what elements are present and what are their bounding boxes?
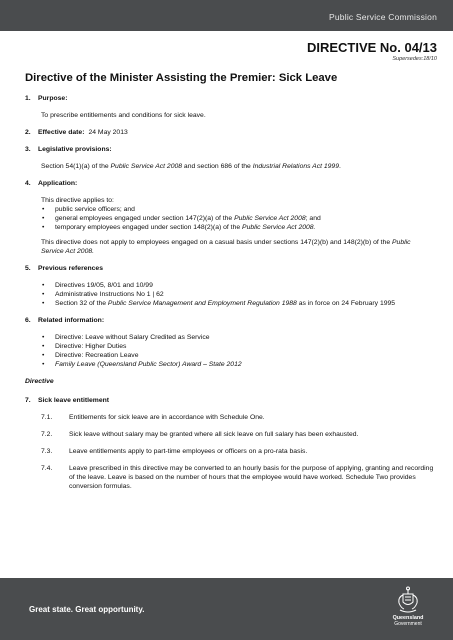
clause: 7.3. Leave entitlements apply to part-time employees or officers on a pro-rata basis. — [41, 448, 308, 455]
clause: 7.1. Entitlements for sick leave are in accordance with Schedule One. — [41, 414, 265, 421]
supersedes-note: Supersedes:18/10 — [392, 56, 437, 62]
logo-sub: Government — [394, 621, 422, 627]
list-item: • Directive: Recreation Leave — [41, 351, 435, 360]
footer-bar — [0, 578, 453, 640]
directive-label: Directive — [25, 378, 54, 385]
queensland-government-logo — [385, 585, 431, 635]
list-item: • Family Leave (Queensland Public Sector) Award – State 2012 — [41, 360, 435, 369]
legislative-text: Section 54(1)(a) of the Public Service Act 2008 and section 686 of the Industrial Relations Act 1999. — [41, 163, 341, 170]
previous-references-list — [41, 281, 435, 308]
section-related-information — [25, 316, 435, 369]
list-item: • Directives 19/05, 8/01 and 10/99 — [41, 281, 435, 290]
list-item: • public service officers; and — [41, 205, 435, 214]
section-heading: 5. Previous references — [25, 265, 103, 272]
queensland-crest-icon — [395, 585, 421, 615]
section-heading: 7. Sick leave entitlement — [25, 397, 110, 404]
section-heading: 4. Application: — [25, 180, 78, 187]
directive-number: DIRECTIVE No. 04/13 — [306, 40, 437, 55]
list-item: • Directive: Leave without Salary Credited as Service — [41, 333, 435, 342]
list-item: • Directive: Higher Duties — [41, 342, 435, 351]
page-title: Directive of the Minister Assisting the Premier: Sick Leave — [25, 72, 338, 84]
logo-name: Queensland — [392, 615, 424, 621]
section-heading: 6. Related information: — [25, 317, 105, 324]
purpose-text: To prescribe entitlements and conditions for sick leave. — [41, 112, 206, 119]
clause: 7.4. Leave prescribed in this directive may be converted to an hourly basis for the purpose of applying, granting and recording of the leave. Leave is based on the number of hours that the employee would have worked. Schedule Two provides conversion formulas. — [41, 465, 434, 490]
section-purpose — [25, 94, 435, 120]
section-effective-date — [25, 128, 435, 137]
section-application — [25, 179, 435, 256]
list-item: • Administrative Instructions No 1 | 62 — [41, 290, 435, 299]
section-heading: 2. Effective date: 24 May 2013 — [25, 129, 128, 136]
application-note: This directive does not apply to employees engaged on a casual basis under sections 147(2)(b) and 148(2)(b) of the Public Service Act 2008. — [41, 239, 411, 255]
list-item: • general employees engaged under section 147(2)(a) of the Public Service Act 2008; and — [41, 214, 435, 223]
section-sick-leave-entitlement — [25, 396, 435, 491]
application-intro: This directive applies to: — [41, 197, 114, 204]
related-information-list — [41, 333, 435, 369]
section-heading: 1. Purpose: — [25, 95, 68, 102]
list-item: • temporary employees engaged under section 148(2)(a) of the Public Service Act 2008. — [41, 223, 435, 232]
section-previous-references — [25, 264, 435, 308]
section-heading: 3. Legislative provisions: — [25, 146, 112, 153]
clause: 7.2. Sick leave without salary may be granted where all sick leave on full salary has been exhausted. — [41, 431, 359, 438]
organisation-name: Public Service Commission — [329, 12, 437, 22]
header-bar — [0, 0, 453, 31]
document-body — [25, 94, 435, 499]
effective-date-value: 24 May 2013 — [88, 129, 128, 136]
section-legislative-provisions — [25, 145, 435, 171]
application-list — [41, 205, 435, 232]
list-item: • Section 32 of the Public Service Management and Employment Regulation 1988 as in force on 24 February 1995 — [41, 299, 435, 308]
footer-slogan: Great state. Great opportunity. — [29, 605, 145, 614]
